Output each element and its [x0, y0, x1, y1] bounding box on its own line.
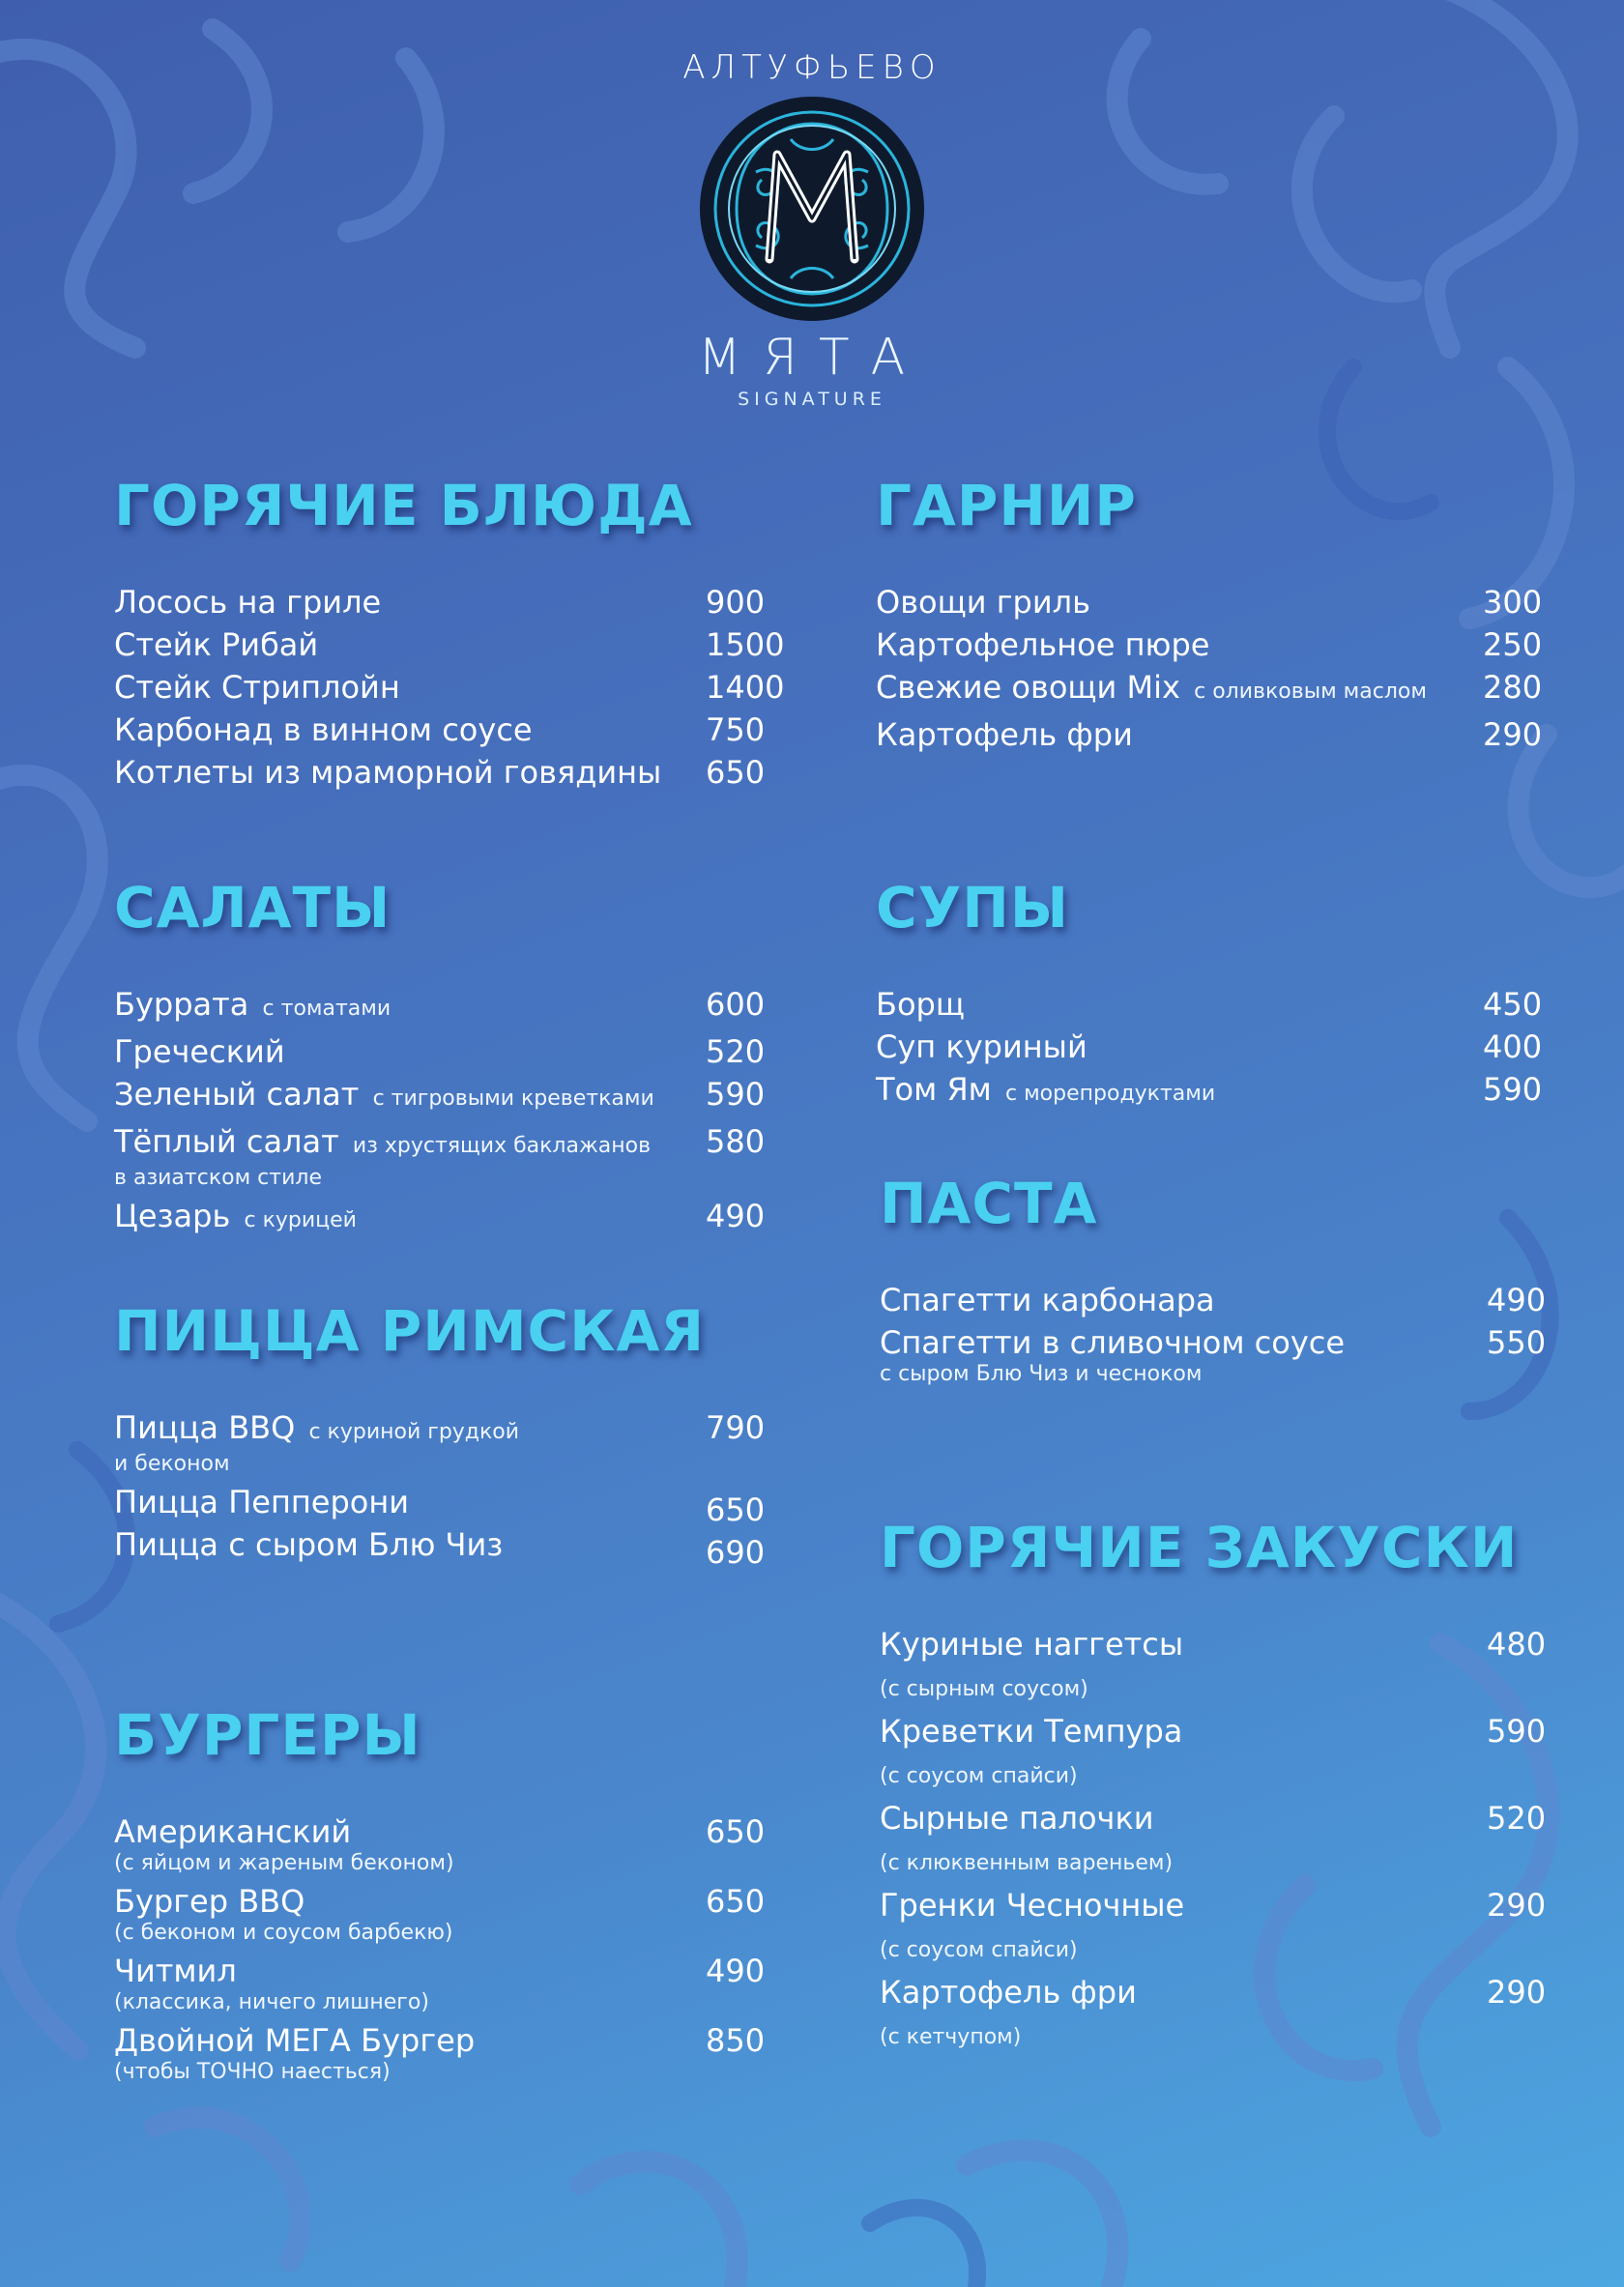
menu-list	[876, 986, 1552, 1113]
item-description: с оливковым маслом	[1194, 680, 1427, 704]
item-price: 790	[706, 1409, 766, 1446]
item-name: Греческий	[114, 1033, 285, 1070]
item-name: Картофель фри	[880, 1974, 1137, 2011]
item-price: 850	[706, 2022, 766, 2059]
item-description: с куриной грудкой	[308, 1420, 520, 1444]
item-price: 580	[706, 1123, 766, 1160]
menu-list	[114, 584, 791, 791]
item-name	[114, 1123, 791, 1165]
menu-item	[114, 2022, 791, 2086]
item-name	[114, 1198, 791, 1239]
menu-item	[114, 1123, 791, 1192]
item-description: (с клюквенным вареньем)	[880, 1851, 1174, 1875]
menu-header	[0, 0, 1624, 425]
section-title: ПАСТА	[880, 1171, 1098, 1236]
item-name	[876, 669, 1552, 710]
item-name-text: Свежие овощи Mix	[876, 669, 1180, 706]
item-name: Картофельное пюре	[876, 626, 1210, 663]
item-price: 590	[1483, 1071, 1543, 1108]
section-title: БУРГЕРЫ	[114, 1702, 421, 1768]
menu-item	[114, 584, 791, 621]
section-pasta	[880, 1170, 1556, 1394]
item-description: с томатами	[262, 997, 392, 1021]
item-price: 600	[706, 986, 766, 1023]
menu-item	[880, 1626, 1556, 1703]
item-description-line2: и беконом	[114, 1452, 230, 1476]
section-burgers	[114, 1701, 791, 2092]
item-price: 650	[706, 1813, 766, 1850]
item-name	[876, 1071, 1552, 1113]
menu-item	[880, 1800, 1556, 1877]
item-name: Двойной МЕГА Бургер	[114, 2022, 476, 2059]
item-description: (с сырным соусом)	[880, 1677, 1088, 1701]
item-price: 650	[706, 754, 766, 791]
menu-item	[876, 1028, 1552, 1065]
menu-item	[114, 1409, 791, 1478]
menu-item	[880, 1713, 1556, 1790]
menu-list	[114, 986, 791, 1239]
section-title: ГАРНИР	[876, 473, 1137, 538]
item-price: 300	[1483, 584, 1543, 621]
menu-item	[114, 986, 791, 1028]
menu-list	[880, 1282, 1556, 1388]
item-price: 520	[1487, 1800, 1547, 1837]
menu-item	[114, 711, 791, 748]
section-hot-dishes	[114, 472, 791, 796]
item-description-line2: в азиатском стиле	[114, 1166, 322, 1190]
section-title: ПИЦЦА РИМСКАЯ	[114, 1298, 706, 1364]
item-price: 250	[1483, 626, 1543, 663]
item-name-text: Тёплый салат	[114, 1123, 339, 1160]
item-price: 520	[706, 1033, 766, 1070]
item-name-text: Буррата	[114, 986, 249, 1023]
section-hot-snacks	[880, 1514, 1556, 2061]
menu-item	[114, 1076, 791, 1117]
section-title: ГОРЯЧИЕ БЛЮДА	[114, 473, 693, 538]
item-name: Борщ	[876, 986, 965, 1023]
menu-list	[876, 584, 1552, 753]
item-name: Картофель фри	[876, 716, 1133, 753]
item-price: 590	[706, 1076, 766, 1113]
location-label: АЛТУФЬЕВО	[682, 48, 942, 87]
item-name-text: Пицца BBQ	[114, 1409, 296, 1446]
item-price: 290	[1487, 1974, 1547, 2011]
menu-item	[876, 626, 1552, 663]
item-name: Сырные палочки	[880, 1800, 1154, 1837]
section-pizza	[114, 1297, 791, 1569]
item-name: Пицца с сыром Блю Чиз	[114, 1526, 504, 1563]
item-description: (с беконом и соусом барбекю)	[114, 1921, 453, 1945]
menu-item	[114, 1953, 791, 2016]
menu-item	[876, 1071, 1552, 1113]
item-description: с сыром Блю Чиз и чесноком	[880, 1362, 1203, 1386]
item-price: 550	[1487, 1324, 1547, 1361]
item-name: Стейк Стриплойн	[114, 669, 400, 706]
item-name: Лосось на гриле	[114, 584, 382, 621]
item-name: Спагетти карбонара	[880, 1282, 1215, 1318]
brand-logo-icon	[698, 95, 926, 323]
item-name: Гренки Чесночные	[880, 1887, 1185, 1924]
item-name: Стейк Рибай	[114, 626, 319, 663]
menu-item	[880, 1282, 1556, 1318]
brand-name: МЯТА	[697, 329, 927, 387]
item-description: (с соусом спайси)	[880, 1764, 1078, 1788]
section-soups	[876, 874, 1552, 1118]
menu-item	[114, 1198, 791, 1239]
item-name: Креветки Темпура	[880, 1713, 1183, 1750]
item-price: 1400	[706, 669, 785, 706]
item-price: 590	[1487, 1713, 1547, 1750]
item-name-text: Том Ям	[876, 1071, 992, 1108]
item-price: 480	[1487, 1626, 1547, 1663]
item-price: 650	[706, 1491, 766, 1528]
section-title: СУПЫ	[876, 875, 1069, 941]
section-salads	[114, 874, 791, 1245]
item-name: Котлеты из мраморной говядины	[114, 754, 662, 791]
item-name	[114, 1409, 791, 1451]
item-name: Пицца Пепперони	[114, 1484, 410, 1520]
item-name: Читмил	[114, 1953, 237, 1989]
menu-item	[114, 1813, 791, 1877]
item-price: 400	[1483, 1028, 1543, 1065]
item-price: 280	[1483, 669, 1543, 706]
item-name: Американский	[114, 1813, 352, 1850]
item-name: Карбонад в винном соусе	[114, 711, 533, 748]
item-price: 900	[706, 584, 766, 621]
item-name: Овощи гриль	[876, 584, 1090, 621]
item-description: (с соусом спайси)	[880, 1938, 1078, 1962]
item-name	[114, 1076, 791, 1117]
item-price: 290	[1483, 716, 1543, 753]
menu-item	[114, 669, 791, 706]
item-description: из хрустящих баклажанов	[352, 1134, 652, 1158]
section-title: ГОРЯЧИЕ ЗАКУСКИ	[880, 1515, 1519, 1580]
brand-subtitle: SIGNATURE	[738, 389, 886, 410]
item-price: 490	[1487, 1282, 1547, 1318]
item-description: (с яйцом и жареным беконом)	[114, 1851, 454, 1875]
item-description: с тигровыми креветками	[372, 1086, 654, 1111]
item-description: (с кетчупом)	[880, 2025, 1022, 2049]
section-garnish	[876, 472, 1552, 759]
menu-item	[880, 1887, 1556, 1964]
item-description: (классика, ничего лишнего)	[114, 1990, 429, 2014]
menu-item	[876, 986, 1552, 1023]
menu-item	[876, 669, 1552, 710]
item-price: 1500	[706, 626, 785, 663]
menu-item	[114, 626, 791, 663]
menu-item	[880, 1324, 1556, 1388]
menu-list	[114, 1813, 791, 2086]
item-name: Суп куриный	[876, 1028, 1088, 1065]
item-price: 290	[1487, 1887, 1547, 1924]
item-name: Спагетти в сливочном соусе	[880, 1324, 1346, 1361]
item-description: с курицей	[244, 1208, 357, 1232]
item-name: Куриные наггетсы	[880, 1626, 1184, 1663]
item-price: 750	[706, 711, 766, 748]
menu-item	[876, 584, 1552, 621]
item-name-text: Цезарь	[114, 1198, 231, 1234]
item-price: 650	[706, 1883, 766, 1920]
item-name: Бургер BBQ	[114, 1883, 305, 1920]
menu-item	[114, 1033, 791, 1070]
menu-item	[114, 1526, 791, 1571]
item-price: 450	[1483, 986, 1543, 1023]
menu-item	[880, 1974, 1556, 2051]
menu-item	[114, 1484, 791, 1528]
menu-item	[876, 716, 1552, 753]
menu-list	[114, 1409, 791, 1571]
item-price: 690	[706, 1534, 766, 1571]
item-name	[114, 986, 791, 1028]
section-title: САЛАТЫ	[114, 875, 392, 941]
menu-item	[114, 1883, 791, 1947]
menu-item	[114, 754, 791, 791]
item-description: с морепродуктами	[1004, 1082, 1216, 1106]
item-name-text: Зеленый салат	[114, 1076, 360, 1113]
item-description: (чтобы ТОЧНО наесться)	[114, 2060, 391, 2084]
menu-list	[880, 1626, 1556, 2051]
item-price: 490	[706, 1953, 766, 1989]
item-price: 490	[706, 1198, 766, 1234]
